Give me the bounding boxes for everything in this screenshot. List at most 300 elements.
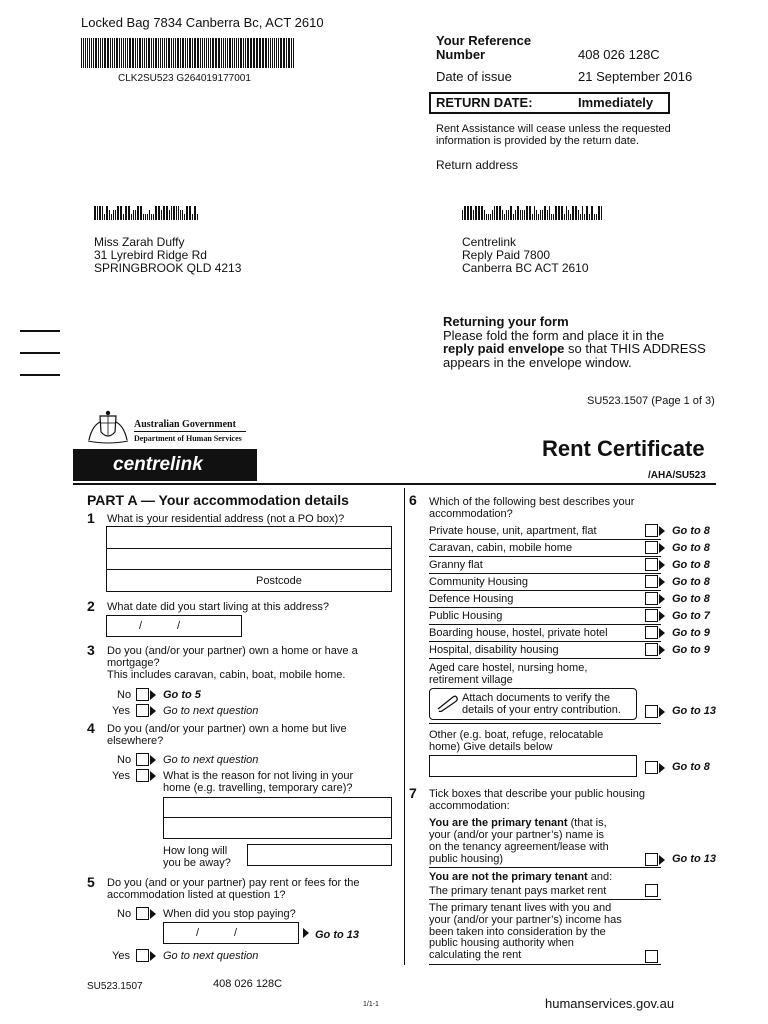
- barcode-bar: [542, 210, 543, 220]
- q6-option-checkbox[interactable]: [645, 575, 658, 588]
- q6-option-goto: Go to 8: [672, 542, 710, 554]
- market-rent-label: The primary tenant pays market rent: [429, 885, 607, 897]
- barcode-bar: [524, 210, 525, 220]
- return-address-block: [462, 236, 589, 275]
- arrow-icon: [659, 526, 665, 536]
- arrow-icon: [303, 928, 309, 938]
- barcode-bar: [276, 38, 277, 68]
- return-bag-address: Locked Bag 7834 Canberra Bc, ACT 2610: [81, 15, 324, 30]
- row-divider: [429, 899, 661, 900]
- barcode-bar: [589, 214, 590, 220]
- q4-yes-question: What is the reason for not living in your home (e.g. travelling, temporary care)?: [163, 770, 354, 794]
- barcode-bar: [180, 210, 181, 220]
- date-separator: /: [234, 927, 238, 939]
- arrow-icon: [659, 594, 665, 604]
- q3-no-goto: Go to 5: [163, 689, 201, 701]
- postal-barcode: [81, 38, 295, 68]
- q3-yes-label: Yes: [112, 705, 130, 717]
- barcode-bar: [151, 38, 152, 68]
- barcode-bar: [467, 206, 469, 220]
- barcode-bar: [102, 38, 103, 68]
- barcode-bar: [506, 210, 507, 220]
- barcode-bar: [169, 210, 170, 220]
- barcode-bar: [490, 214, 491, 220]
- barcode-bar: [206, 38, 207, 68]
- arrow-icon: [659, 855, 665, 865]
- barcode-bar: [112, 38, 113, 68]
- barcode-bar: [225, 38, 226, 68]
- barcode-bar: [115, 210, 116, 220]
- barcode-bar: [240, 38, 242, 68]
- barcode-bar: [146, 38, 147, 68]
- barcode-bar: [149, 210, 150, 220]
- q3-yes-goto: Go to next question: [163, 705, 259, 717]
- barcode-bar: [158, 38, 159, 68]
- other-label: Other (e.g. boat, refuge, relocatable home) Give details below: [429, 729, 604, 753]
- barcode-bar: [121, 38, 122, 68]
- barcode-bar: [168, 38, 170, 68]
- other-goto: Go to 8: [672, 761, 710, 773]
- return-name: Centrelink: [462, 235, 517, 249]
- aged-care-label: Aged care hostel, nursing home, retirement village: [429, 662, 588, 686]
- addressee-suburb: SPRINGBROOK QLD 4213: [94, 261, 242, 275]
- aged-care-goto: Go to 13: [672, 705, 717, 717]
- barcode-bar: [496, 206, 498, 220]
- q3-number: 3: [87, 642, 95, 658]
- q3-yes-checkbox[interactable]: [136, 704, 149, 717]
- barcode-bar: [131, 214, 132, 220]
- barcode-bar: [163, 206, 165, 220]
- q4-yes-checkbox[interactable]: [136, 769, 149, 782]
- brand-logo: centrelink: [113, 454, 203, 475]
- q3-no-checkbox[interactable]: [136, 688, 149, 701]
- arrow-icon: [150, 909, 156, 919]
- barcode-bar: [162, 38, 163, 68]
- barcode-bar: [221, 38, 222, 68]
- barcode-bar: [166, 206, 168, 220]
- q5-yes-label: Yes: [112, 950, 130, 962]
- q6-option-goto: Go to 9: [672, 644, 710, 656]
- reason-field[interactable]: [163, 797, 392, 839]
- return-suburb: Canberra BC ACT 2610: [462, 261, 589, 275]
- how-long-field[interactable]: [247, 844, 392, 866]
- postcode-label: Postcode: [256, 575, 302, 587]
- barcode-bar: [97, 206, 98, 220]
- reference-label: Your Reference Number: [436, 33, 532, 62]
- barcode-bar: [135, 38, 136, 68]
- arrow-icon: [659, 707, 665, 717]
- barcode-bar: [580, 214, 581, 220]
- barcode-bar: [164, 38, 165, 68]
- barcode-bar: [232, 38, 233, 68]
- barcode-bar: [478, 206, 480, 220]
- barcode-bar: [522, 210, 523, 220]
- arrow-icon: [150, 706, 156, 716]
- row-divider: [429, 723, 661, 724]
- arrow-icon: [659, 611, 665, 621]
- return-date-box: [429, 92, 670, 114]
- address-line-divider: [107, 548, 391, 549]
- barcode-bar: [532, 214, 533, 220]
- barcode-bar: [596, 214, 597, 220]
- q6-option-goto: Go to 8: [672, 593, 710, 605]
- barcode-bar: [184, 214, 185, 220]
- barcode-bar: [93, 38, 94, 68]
- market-rent-checkbox[interactable]: [645, 884, 658, 897]
- q6-option-checkbox[interactable]: [645, 609, 658, 622]
- q6-option-row: [429, 608, 661, 625]
- q6-option-label: Boarding house, hostel, private hotel: [429, 627, 608, 639]
- barcode-bar: [137, 206, 139, 220]
- arrow-icon: [659, 645, 665, 655]
- barcode-bar: [171, 206, 172, 220]
- q6-text: Which of the following best describes your accommodation?: [429, 496, 635, 520]
- barcode-bar: [137, 38, 138, 68]
- barcode-bar: [185, 38, 186, 68]
- barcode-bar: [280, 38, 282, 68]
- barcode-bar: [133, 210, 134, 220]
- q6-option-label: Hospital, disability housing: [429, 644, 559, 656]
- barcode-bar: [464, 206, 466, 220]
- barcode-bar: [127, 38, 128, 68]
- barcode-bar: [106, 206, 108, 220]
- barcode-bar: [186, 206, 188, 220]
- how-long-label: How long will you be away?: [163, 845, 231, 869]
- arrow-icon: [150, 951, 156, 961]
- barcode-bar: [125, 206, 127, 220]
- q6-option-row: [429, 540, 661, 557]
- barcode-bar: [568, 210, 569, 220]
- fold-mark: [20, 374, 60, 376]
- barcode-bar: [182, 38, 184, 68]
- return-date-label: RETURN DATE:: [436, 95, 533, 110]
- addressee-barcode: [94, 206, 199, 220]
- arrow-icon: [150, 771, 156, 781]
- barcode-bar: [135, 210, 136, 220]
- q5-no-checkbox[interactable]: [136, 907, 149, 920]
- primary-tenant-text: You are the primary tenant (that is, your (and/or your partner’s) name is on the tenancy agreement/lease with public housing): [429, 817, 609, 865]
- barcode-bar: [270, 38, 271, 68]
- coat-of-arms-icon: [86, 410, 130, 444]
- reference-value: 408 026 128C: [578, 47, 660, 62]
- q4-no-checkbox[interactable]: [136, 753, 149, 766]
- footer-reference: 408 026 128C: [213, 978, 283, 990]
- q6-option-checkbox[interactable]: [645, 524, 658, 537]
- q3-no-label: No: [117, 689, 132, 701]
- q7-text: Tick boxes that describe your public housing accommodation:: [429, 788, 646, 812]
- barcode-bar: [175, 38, 176, 68]
- barcode-bar: [470, 206, 472, 220]
- row-divider: [429, 964, 661, 965]
- barcode-bar: [259, 38, 261, 68]
- barcode-bar: [83, 38, 84, 68]
- date-separator: /: [139, 620, 143, 632]
- barcode-bar: [114, 38, 115, 68]
- barcode-bar: [212, 38, 214, 68]
- q2-text: What date did you start living at this address?: [107, 601, 329, 613]
- barcode-bar: [561, 206, 563, 220]
- q6-option-row: [429, 557, 661, 574]
- barcode-bar: [564, 214, 565, 220]
- primary-tenant-goto: Go to 13: [672, 853, 717, 865]
- barcode-bar: [111, 214, 112, 220]
- barcode-bar: [218, 38, 220, 68]
- barcode-bar: [91, 38, 92, 68]
- barcode-bar: [104, 214, 105, 220]
- barcode-bar: [293, 38, 294, 68]
- barcode-bar: [578, 210, 579, 220]
- barcode-bar: [85, 38, 86, 68]
- barcode-bar: [484, 210, 485, 220]
- fold-mark: [20, 330, 60, 332]
- column-divider: [404, 488, 405, 965]
- q6-option-checkbox[interactable]: [645, 541, 658, 554]
- q4-number: 4: [87, 720, 95, 736]
- barcode-bar: [508, 210, 509, 220]
- barcode-bar: [262, 38, 264, 68]
- barcode-bar: [116, 38, 118, 68]
- barcode-bar: [161, 210, 162, 220]
- form-code: /AHA/SU523: [648, 470, 706, 481]
- paperclip-icon: [435, 694, 459, 712]
- start-date-field[interactable]: [106, 615, 242, 637]
- barcode-bar: [223, 38, 224, 68]
- barcode-bar: [488, 214, 489, 220]
- barcode-bar: [155, 206, 157, 220]
- q6-number: 6: [409, 492, 417, 508]
- barcode-bar: [278, 38, 279, 68]
- barcode-bar: [120, 206, 122, 220]
- arrow-icon: [659, 577, 665, 587]
- barcode-bar: [189, 206, 191, 220]
- barcode-bar: [229, 38, 231, 68]
- return-date-value: Immediately: [578, 95, 654, 110]
- barcode-bar: [155, 38, 157, 68]
- barcode-bar: [151, 214, 152, 220]
- barcode-bar: [492, 210, 493, 220]
- barcode-bar: [526, 206, 528, 220]
- q5-no-goto: Go to 13: [315, 929, 360, 941]
- barcode-bar: [102, 206, 103, 220]
- barcode-bar: [95, 38, 97, 68]
- addressee-name: Miss Zarah Duffy: [94, 235, 185, 249]
- date-separator: /: [177, 620, 181, 632]
- barcode-bar: [594, 214, 595, 220]
- barcode-bar: [601, 206, 602, 220]
- q6-option-label: Granny flat: [429, 559, 483, 571]
- q6-option-label: Public Housing: [429, 610, 503, 622]
- barcode-bar: [504, 214, 505, 220]
- barcode-bar: [494, 206, 495, 220]
- barcode-bar: [536, 210, 537, 220]
- barcode-bar: [192, 38, 193, 68]
- barcode-bar: [178, 206, 179, 220]
- form-title: Rent Certificate: [542, 436, 705, 461]
- barcode-bar: [89, 38, 90, 68]
- barcode-bar: [204, 38, 205, 68]
- barcode-bar: [268, 38, 269, 68]
- barcode-bar: [575, 206, 577, 220]
- q6-option-label: Community Housing: [429, 576, 529, 588]
- q4-no-goto: Go to next question: [163, 754, 259, 766]
- barcode-bar: [547, 210, 548, 220]
- barcode-bar: [147, 214, 148, 220]
- barcode-bar: [117, 206, 119, 220]
- barcode-bar: [558, 206, 560, 220]
- barcode-bar: [549, 206, 550, 220]
- barcode-bar: [177, 38, 179, 68]
- barcode-bar: [566, 206, 567, 220]
- q5-yes-checkbox[interactable]: [136, 949, 149, 962]
- q3-text: Do you (and/or your partner) own a home or have a mortgage? This includes caravan, cabin, boat, mobile home.: [107, 645, 358, 681]
- barcode-bar: [265, 38, 267, 68]
- barcode-bar: [598, 206, 600, 220]
- barcode-bar: [129, 38, 131, 68]
- barcode-bar: [520, 210, 521, 220]
- other-checkbox[interactable]: [645, 761, 658, 774]
- barcode-bar: [160, 38, 161, 68]
- q6-option-row: [429, 591, 661, 608]
- barcode-bar: [81, 38, 82, 68]
- barcode-bar: [475, 206, 477, 220]
- barcode-bar: [208, 38, 209, 68]
- barcode-bar: [148, 38, 150, 68]
- address-field[interactable]: [106, 526, 392, 592]
- rent-assistance-note: Rent Assistance will cease unless the requested information is provided by the return date.: [436, 123, 671, 147]
- barcode-bar: [171, 38, 172, 68]
- barcode-bar: [238, 38, 239, 68]
- barcode-bar: [538, 214, 539, 220]
- barcode-bar: [227, 38, 228, 68]
- q5-yes-goto: Go to next question: [163, 950, 259, 962]
- barcode-bar: [286, 38, 287, 68]
- other-details-field[interactable]: [429, 755, 637, 777]
- address-line-divider: [107, 569, 391, 570]
- barcode-bar: [572, 206, 574, 220]
- q6-option-checkbox[interactable]: [645, 626, 658, 639]
- barcode-bar: [182, 210, 183, 220]
- q6-option-goto: Go to 8: [672, 559, 710, 571]
- barcode-bar: [250, 38, 252, 68]
- barcode-bar: [153, 214, 154, 220]
- q6-option-checkbox[interactable]: [645, 643, 658, 656]
- barcode-bar: [283, 38, 285, 68]
- return-address-label: Return address: [436, 158, 519, 172]
- q5-number: 5: [87, 874, 95, 890]
- arrow-icon: [659, 560, 665, 570]
- barcode-bar: [551, 214, 552, 220]
- q4-no-label: No: [117, 754, 132, 766]
- primary-tenant-checkbox[interactable]: [645, 853, 658, 866]
- title-rule: [73, 483, 716, 485]
- barcode-bar: [104, 38, 106, 68]
- stop-date-field[interactable]: [163, 922, 299, 944]
- barcode-bar: [123, 214, 124, 220]
- barcode-bar: [517, 206, 519, 220]
- barcode-bar: [100, 38, 101, 68]
- barcode-bar: [215, 38, 217, 68]
- barcode-bar: [123, 38, 124, 68]
- barcode-bar: [544, 206, 546, 220]
- aged-care-checkbox[interactable]: [645, 705, 658, 718]
- q6-option-row: [429, 574, 661, 591]
- q6-option-row: [429, 642, 661, 659]
- barcode-bar: [94, 206, 96, 220]
- barcode-bar: [256, 38, 258, 68]
- lives-with-checkbox[interactable]: [645, 950, 658, 963]
- arrow-icon: [659, 628, 665, 638]
- addressee-block: [94, 236, 241, 275]
- barcode-bar: [473, 210, 474, 220]
- issue-date-value: 21 September 2016: [578, 69, 693, 84]
- barcode-bar: [173, 38, 174, 68]
- q6-option-label: Caravan, cabin, mobile home: [429, 542, 573, 554]
- barcode-bar: [189, 38, 191, 68]
- row-divider: [429, 867, 661, 868]
- barcode-bar: [109, 210, 110, 220]
- barcode-bar: [128, 206, 130, 220]
- barcode-bar: [202, 38, 203, 68]
- barcode-bar: [192, 214, 193, 220]
- barcode-bar: [144, 38, 145, 68]
- barcode-bar: [540, 210, 541, 220]
- q1-number: 1: [87, 510, 95, 526]
- barcode-bar: [570, 214, 571, 220]
- barcode-bar: [243, 38, 244, 68]
- barcode-bar: [153, 38, 154, 68]
- barcode-bar: [99, 206, 101, 220]
- arrow-icon: [150, 755, 156, 765]
- q5-text: Do you (and or your partner) pay rent or fees for the accommodation listed at question 1?: [107, 877, 360, 901]
- q6-option-checkbox[interactable]: [645, 558, 658, 571]
- q6-option-label: Defence Housing: [429, 593, 514, 605]
- barcode-bar: [529, 206, 531, 220]
- q1-text: What is your residential address (not a PO box)?: [107, 513, 345, 525]
- not-primary-tenant-heading: You are not the primary tenant and:: [429, 871, 613, 883]
- barcode-bar: [166, 38, 167, 68]
- barcode-bar: [513, 214, 514, 220]
- q2-number: 2: [87, 598, 95, 614]
- barcode-bar: [132, 38, 134, 68]
- barcode-bar: [210, 38, 211, 68]
- barcode-bar: [107, 38, 109, 68]
- q6-option-row: [429, 625, 661, 642]
- q6-option-row: [429, 523, 661, 540]
- q6-option-checkbox[interactable]: [645, 592, 658, 605]
- q6-option-goto: Go to 9: [672, 627, 710, 639]
- centrelink-banner: [73, 449, 257, 481]
- barcode-bar: [510, 206, 512, 220]
- barcode-bar: [584, 214, 585, 220]
- barcode-bar: [553, 214, 554, 220]
- return-street: Reply Paid 7800: [462, 248, 551, 262]
- page-reference: SU523.1507 (Page 1 of 3): [587, 395, 715, 407]
- gov-divider: [134, 431, 246, 432]
- q6-option-goto: Go to 7: [672, 610, 710, 622]
- barcode-bar: [586, 206, 588, 220]
- q5-no-label: No: [117, 908, 132, 920]
- barcode-code: CLK2SU523 G264019177001: [118, 73, 251, 84]
- barcode-bar: [591, 206, 593, 220]
- barcode-bar: [245, 38, 246, 68]
- returning-instructions: Returning your form Please fold the form and place it in the reply paid envelope so that THIS ADDRESS appears in the envelope window.: [443, 314, 706, 370]
- footer-page: 1/1-1: [363, 1001, 379, 1008]
- barcode-bar: [119, 38, 120, 68]
- barcode-bar: [113, 210, 114, 220]
- q5-no-question: When did you stop paying?: [163, 908, 296, 920]
- issue-date-label: Date of issue: [436, 69, 512, 84]
- returning-heading: Returning your form: [443, 314, 569, 329]
